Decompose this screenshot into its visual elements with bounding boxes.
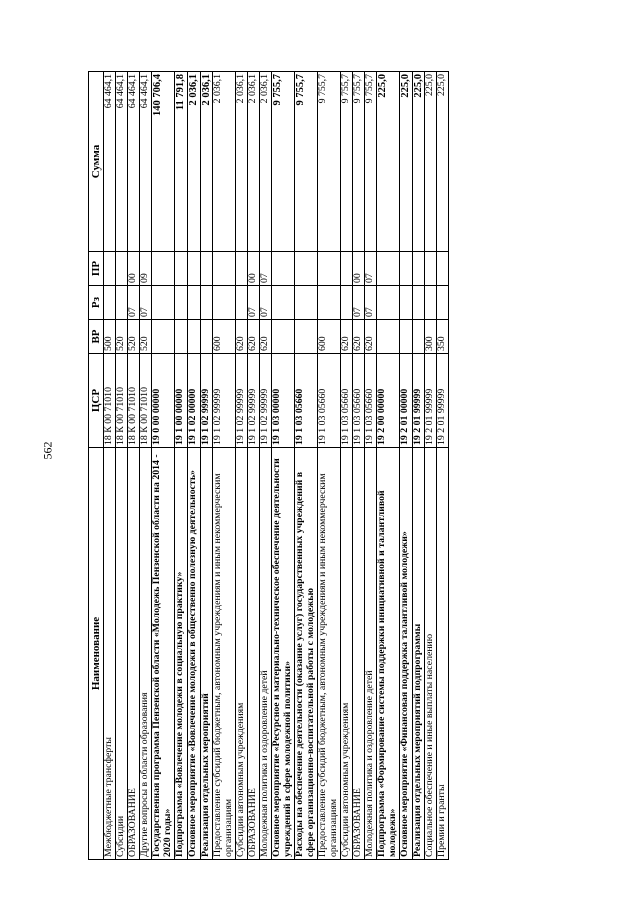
table-row	[412, 72, 425, 860]
cell-pr	[187, 252, 200, 286]
cell-vr: 520	[128, 320, 140, 354]
header-pr: ПР	[89, 252, 104, 286]
cell-csr: 19 1 00 00000	[175, 354, 188, 448]
cell-name: Реализация отдельных мероприятий	[200, 448, 213, 860]
header-vr: ВР	[89, 320, 104, 354]
table-row	[272, 72, 295, 860]
cell-vr: 620	[248, 320, 260, 354]
cell-vr: 520	[140, 320, 152, 354]
table-header-row	[89, 72, 104, 860]
cell-sum: 140 706,4	[152, 72, 175, 252]
cell-vr	[200, 320, 213, 354]
table-row	[175, 72, 188, 860]
cell-vr: 600	[318, 320, 341, 354]
table-row	[295, 72, 318, 860]
cell-rz: 07	[140, 286, 152, 320]
cell-pr	[341, 252, 353, 286]
cell-csr: 19 1 03 05660	[295, 354, 318, 448]
cell-csr: 19 0 00 00000	[152, 354, 175, 448]
cell-vr	[295, 320, 318, 354]
cell-csr: 19 1 02 99999	[248, 354, 260, 448]
cell-sum: 225,0	[399, 72, 412, 252]
table-row	[352, 72, 364, 860]
cell-csr: 19 1 02 00000	[187, 354, 200, 448]
cell-vr	[412, 320, 425, 354]
cell-name: Предоставление субсидий бюджетным, автономным учреждениям и иным некоммерческим организациям	[213, 448, 236, 860]
cell-name: Субсидии	[116, 448, 128, 860]
page-number: 562	[40, 441, 55, 460]
cell-sum: 9 755,7	[341, 72, 353, 252]
cell-csr: 19 1 03 05660	[352, 354, 364, 448]
table-row	[318, 72, 341, 860]
table-row	[187, 72, 200, 860]
cell-rz	[187, 286, 200, 320]
cell-rz	[272, 286, 295, 320]
cell-sum: 9 755,7	[318, 72, 341, 252]
header-rz: Рз	[89, 286, 104, 320]
table-row	[116, 72, 128, 860]
cell-pr	[272, 252, 295, 286]
cell-sum: 64 464,1	[104, 72, 116, 252]
cell-rz	[200, 286, 213, 320]
cell-pr	[152, 252, 175, 286]
cell-pr	[175, 252, 188, 286]
cell-csr: 19 1 03 05660	[318, 354, 341, 448]
cell-csr: 19 1 03 05660	[364, 354, 376, 448]
budget-table-area	[88, 72, 550, 860]
cell-rz	[425, 286, 437, 320]
table-row	[364, 72, 376, 860]
cell-rz	[295, 286, 318, 320]
table-row	[236, 72, 248, 860]
table-row	[248, 72, 260, 860]
cell-sum: 64 464,1	[128, 72, 140, 252]
cell-rz	[437, 286, 449, 320]
table-row	[104, 72, 116, 860]
table-row	[152, 72, 175, 860]
cell-name: Премии и гранты	[437, 448, 449, 860]
cell-csr: 19 2 00 00000	[376, 354, 399, 448]
cell-rz	[341, 286, 353, 320]
cell-pr	[412, 252, 425, 286]
cell-csr: 18 К 00 71010	[140, 354, 152, 448]
table-body	[104, 72, 449, 860]
header-csr: ЦСР	[89, 354, 104, 448]
cell-pr	[399, 252, 412, 286]
cell-csr: 19 1 02 99999	[213, 354, 236, 448]
cell-name: Субсидии автономным учреждениям	[341, 448, 353, 860]
cell-pr	[236, 252, 248, 286]
cell-name: ОБРАЗОВАНИЕ	[352, 448, 364, 860]
cell-sum: 225,0	[425, 72, 437, 252]
cell-rz	[412, 286, 425, 320]
cell-sum: 9 755,7	[295, 72, 318, 252]
cell-sum: 9 755,7	[272, 72, 295, 252]
cell-name: Основное мероприятие «Финансовая поддержка талантливой молодежи»	[399, 448, 412, 860]
cell-pr	[437, 252, 449, 286]
cell-vr	[272, 320, 295, 354]
table-row	[140, 72, 152, 860]
cell-csr: 19 2 01 00000	[399, 354, 412, 448]
cell-sum: 64 464,1	[140, 72, 152, 252]
cell-rz	[376, 286, 399, 320]
cell-vr	[152, 320, 175, 354]
cell-pr	[200, 252, 213, 286]
cell-rz	[236, 286, 248, 320]
cell-name: Субсидии автономным учреждениям	[236, 448, 248, 860]
cell-sum: 11 791,8	[175, 72, 188, 252]
cell-csr: 19 1 02 99999	[236, 354, 248, 448]
cell-sum: 2 036,1	[236, 72, 248, 252]
table-row	[437, 72, 449, 860]
cell-vr: 620	[352, 320, 364, 354]
cell-pr	[318, 252, 341, 286]
cell-name: Основное мероприятие «Ресурсное и материально-техническое обеспечение деятельности учреждений в сфере молодежной политики»	[272, 448, 295, 860]
header-sum: Сумма	[89, 72, 104, 252]
cell-sum: 225,0	[376, 72, 399, 252]
cell-name: Межбюджетные трансферты	[104, 448, 116, 860]
cell-sum: 2 036,1	[200, 72, 213, 252]
cell-csr: 19 1 03 00000	[272, 354, 295, 448]
cell-vr: 300	[425, 320, 437, 354]
table-row	[425, 72, 437, 860]
cell-pr	[104, 252, 116, 286]
cell-sum: 2 036,1	[260, 72, 272, 252]
cell-vr: 520	[116, 320, 128, 354]
cell-pr: 00	[128, 252, 140, 286]
cell-pr: 07	[364, 252, 376, 286]
cell-csr: 18 К 00 71010	[104, 354, 116, 448]
cell-rz	[318, 286, 341, 320]
cell-name: Молодежная политика и оздоровление детей	[260, 448, 272, 860]
cell-rz	[116, 286, 128, 320]
table-row	[260, 72, 272, 860]
table-row	[213, 72, 236, 860]
cell-pr: 00	[352, 252, 364, 286]
header-name: Наименование	[89, 448, 104, 860]
cell-csr: 19 1 03 05660	[341, 354, 353, 448]
cell-csr: 19 1 02 99999	[200, 354, 213, 448]
cell-name: Подпрограмма «Вовлечение молодежи в социальную практику»	[175, 448, 188, 860]
cell-csr: 19 2 01 99999	[437, 354, 449, 448]
cell-vr	[187, 320, 200, 354]
cell-pr: 09	[140, 252, 152, 286]
cell-vr: 620	[260, 320, 272, 354]
cell-csr: 19 1 02 99999	[260, 354, 272, 448]
table-row	[399, 72, 412, 860]
cell-rz	[399, 286, 412, 320]
cell-pr	[295, 252, 318, 286]
cell-name: Социальное обеспечение и иные выплаты населению	[425, 448, 437, 860]
table-row	[341, 72, 353, 860]
cell-vr: 600	[213, 320, 236, 354]
cell-sum: 225,0	[412, 72, 425, 252]
cell-rz: 07	[364, 286, 376, 320]
cell-csr: 19 2 01 99999	[425, 354, 437, 448]
cell-vr	[376, 320, 399, 354]
cell-pr	[116, 252, 128, 286]
cell-rz	[152, 286, 175, 320]
cell-sum: 2 036,1	[213, 72, 236, 252]
cell-name: Основное мероприятие «Вовлечение молодежи в общественно полезную деятельность»	[187, 448, 200, 860]
cell-name: Расходы на обеспечение деятельности (оказание услуг) государственных учреждений в сфере организационно-воспитательной работы с молодежью	[295, 448, 318, 860]
cell-rz	[104, 286, 116, 320]
cell-csr: 19 2 01 99999	[412, 354, 425, 448]
table-row	[200, 72, 213, 860]
cell-name: ОБРАЗОВАНИЕ	[248, 448, 260, 860]
cell-sum: 225,0	[437, 72, 449, 252]
cell-vr: 620	[364, 320, 376, 354]
cell-sum: 64 464,1	[116, 72, 128, 252]
cell-sum: 9 755,7	[364, 72, 376, 252]
cell-pr	[376, 252, 399, 286]
cell-name: ОБРАЗОВАНИЕ	[128, 448, 140, 860]
cell-rz: 07	[260, 286, 272, 320]
cell-rz	[175, 286, 188, 320]
table-row	[376, 72, 399, 860]
cell-rz: 07	[248, 286, 260, 320]
cell-vr	[175, 320, 188, 354]
budget-table	[88, 71, 449, 860]
cell-vr	[399, 320, 412, 354]
cell-name: Государственная программа Пензенской области «Молодежь Пензенской области на 2014 - 2020 годы»	[152, 448, 175, 860]
cell-name: Предоставление субсидий бюджетным, автономным учреждениям и иным некоммерческим организациям	[318, 448, 341, 860]
cell-name: Молодежная политика и оздоровление детей	[364, 448, 376, 860]
cell-csr: 18 К 00 71010	[116, 354, 128, 448]
cell-pr: 00	[248, 252, 260, 286]
table-row	[128, 72, 140, 860]
cell-sum: 2 036,1	[248, 72, 260, 252]
cell-pr	[213, 252, 236, 286]
cell-name: Другие вопросы в области образования	[140, 448, 152, 860]
cell-name: Подпрограмма «Формирование системы поддержки инициативной и талантливой молодежи»	[376, 448, 399, 860]
cell-rz: 07	[128, 286, 140, 320]
cell-vr: 350	[437, 320, 449, 354]
cell-vr: 620	[236, 320, 248, 354]
cell-pr: 07	[260, 252, 272, 286]
cell-vr: 500	[104, 320, 116, 354]
cell-pr	[425, 252, 437, 286]
cell-name: Реализация отдельных мероприятий подпрограммы	[412, 448, 425, 860]
cell-sum: 2 036,1	[187, 72, 200, 252]
cell-sum: 9 755,7	[352, 72, 364, 252]
cell-rz: 07	[352, 286, 364, 320]
cell-vr: 620	[341, 320, 353, 354]
cell-rz	[213, 286, 236, 320]
cell-csr: 18 К 00 71010	[128, 354, 140, 448]
